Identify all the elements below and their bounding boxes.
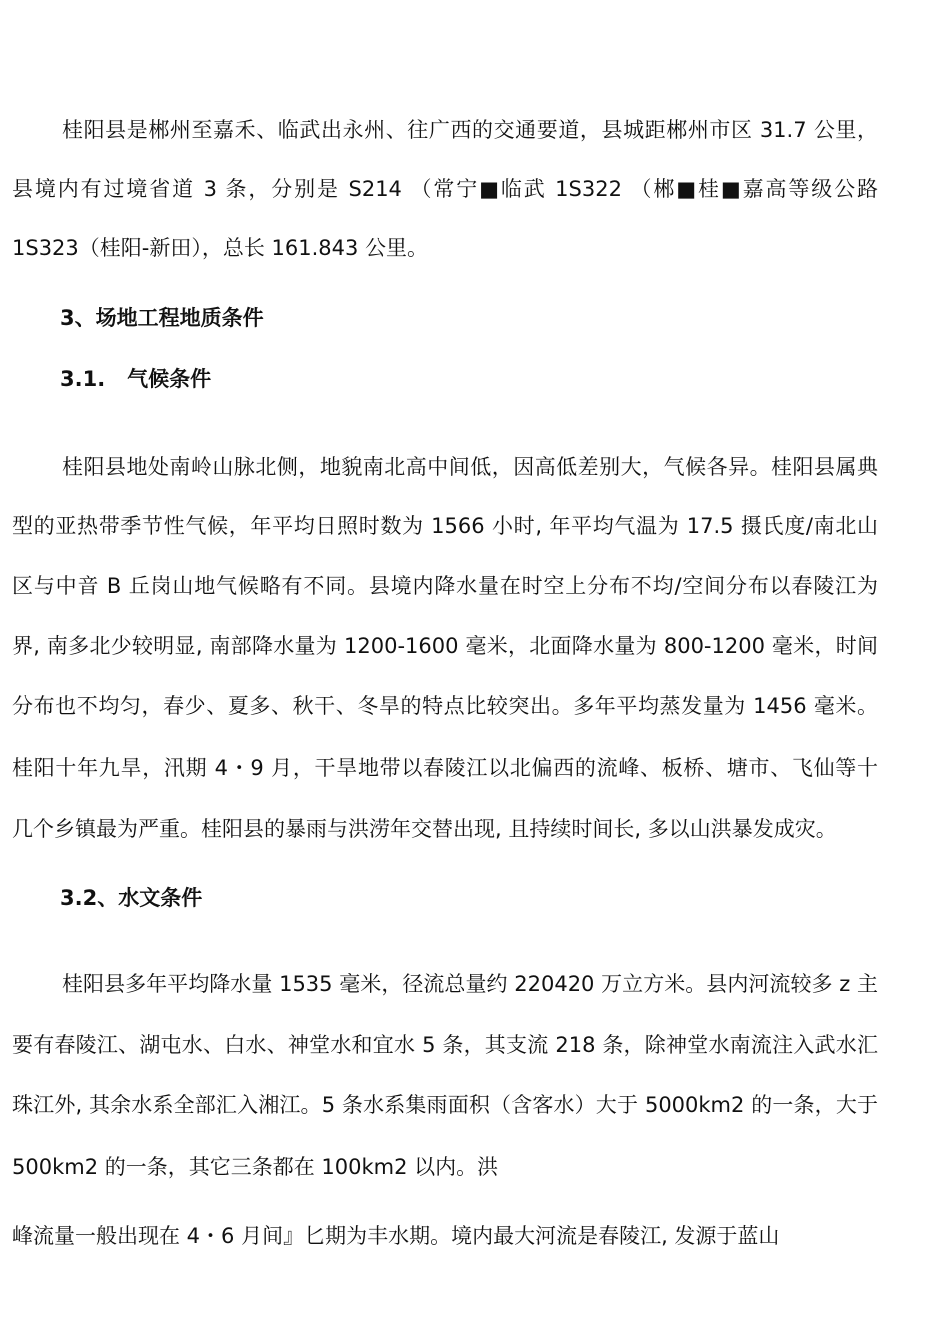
text-line: 珠江外, 其余水系全部汇入湘江。5 条水系集雨面积（含客水）大于 5000km2 的一条，大于 xyxy=(12,1093,878,1117)
text-line: 桂阳十年九旱，汛期 4・9 月，干旱地带以春陵江以北偏西的流峰、板桥、塘市、飞仙等十 xyxy=(12,756,878,780)
subsection-heading-climate: 3.1. 气候条件 xyxy=(60,367,212,391)
text-line: 县境内有过境省道 3 条，分别是 S214 （常宁■临武 1S322 （郴■桂■嘉高等级公路 xyxy=(12,177,878,201)
text-line: 桂阳县多年平均降水量 1535 毫米，径流总量约 220420 万立方米。县内河流较多 z 主 xyxy=(62,972,878,996)
text-line: 分布也不均匀，春少、夏多、秋干、冬旱的特点比较突出。多年平均蒸发量为 1456 毫米。 xyxy=(12,694,878,718)
text-line: 桂阳县地处南岭山脉北侧，地貌南北高中间低，因高低差别大，气候各异。桂阳县属典 xyxy=(62,455,878,479)
text-line: 要有春陵江、湖屯水、白水、神堂水和宜水 5 条，其支流 218 条，除神堂水南流注入武水汇 xyxy=(12,1033,878,1057)
text-line: 峰流量一般出现在 4・6 月间』匕期为丰水期。境内最大河流是春陵江, 发源于蓝山 xyxy=(12,1224,780,1248)
text-line: 桂阳县是郴州至嘉禾、临武出永州、往广西的交通要道，县城距郴州市区 31.7 公里， xyxy=(62,118,878,142)
text-line: 几个乡镇最为严重。桂阳县的暴雨与洪涝年交替出现, 且持续时间长, 多以山洪暴发成灾。 xyxy=(12,817,837,841)
section-heading: 3、场地工程地质条件 xyxy=(60,306,264,330)
text-line: 500km2 的一条，其它三条都在 100km2 以内。洪 xyxy=(12,1155,499,1179)
text-line: 1S323（桂阳-新田），总长 161.843 公里。 xyxy=(12,236,429,260)
subsection-heading-hydrology: 3.2、水文条件 xyxy=(60,886,203,910)
text-line: 区与中音 B 丘岗山地气候略有不同。县境内降水量在时空上分布不均/空间分布以春陵江为 xyxy=(12,574,878,598)
text-line: 型的亚热带季节性气候，年平均日照时数为 1566 小时, 年平均气温为 17.5 摄氏度/南北山 xyxy=(12,514,878,538)
text-line: 界, 南多北少较明显, 南部降水量为 1200-1600 毫米，北面降水量为 800-1200 毫米，时间 xyxy=(12,634,878,658)
